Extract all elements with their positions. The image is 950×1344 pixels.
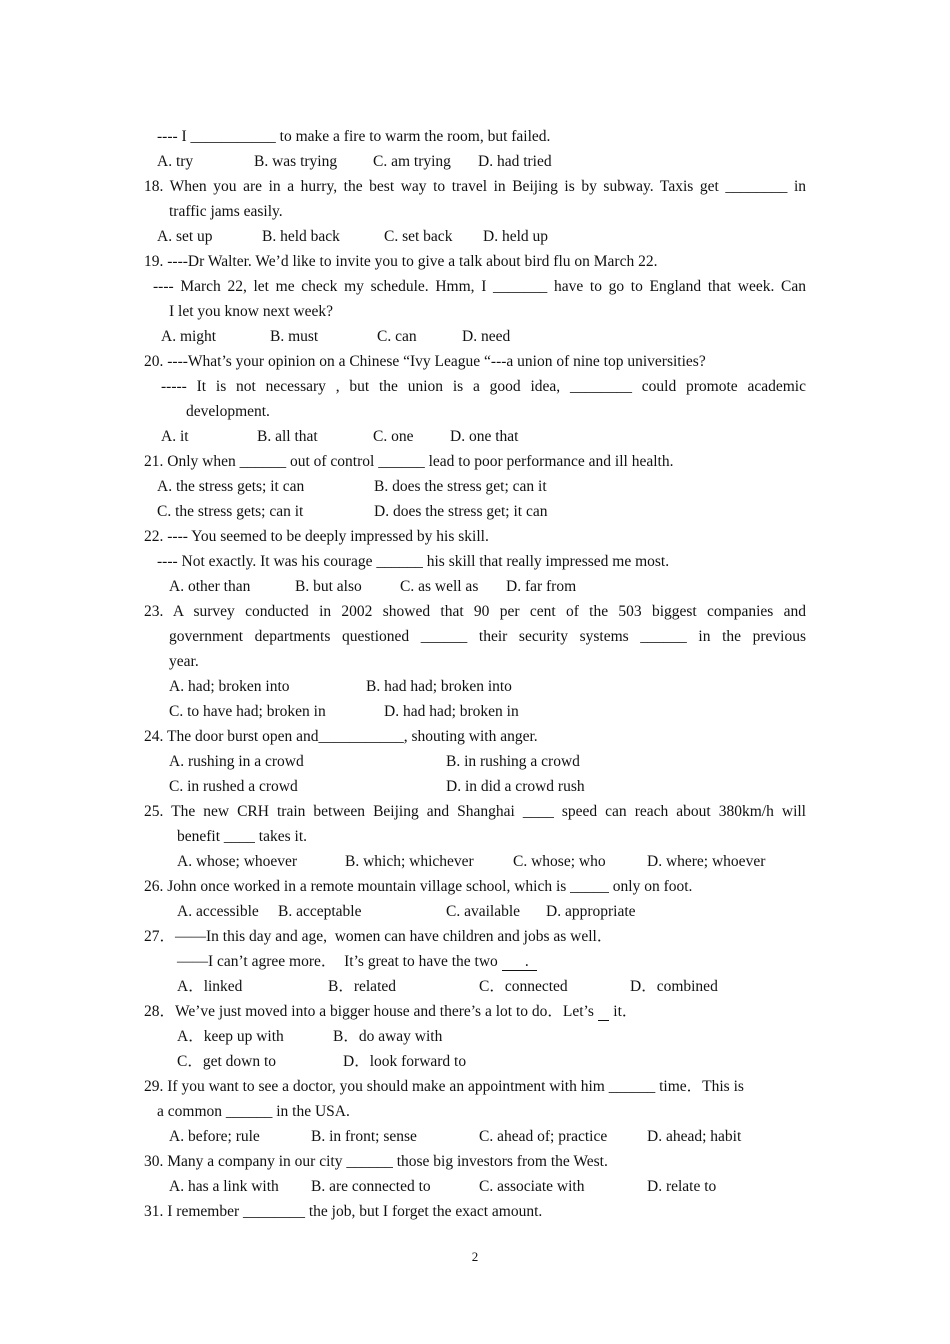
q21-option-d: D. does the stress get; it can [374, 503, 548, 520]
q27-response-text: ——I can’t agree more． It’s great to have the two [177, 953, 502, 970]
q20-option-b: B. all that [257, 428, 318, 445]
q21-option-c: C. the stress gets; can it [157, 503, 304, 520]
q18-option-c: C. set back [384, 228, 453, 245]
q26-option-b: B. acceptable [278, 903, 362, 920]
q31-stem: 31. I remember ________ the job, but I forget the exact amount. [144, 1203, 543, 1220]
q18-stem: 18. When you are in a hurry, the best way to travel in Beijing is by subway. Taxis get ________ in [144, 178, 806, 195]
q20-option-c: C. one [373, 428, 414, 445]
q20-response: ----- It is not necessary , but the union is a good idea, ________ could promote academic [161, 378, 806, 395]
q29-stem: 29. If you want to see a doctor, you should make an appointment with him ______ time．This is [144, 1078, 744, 1095]
q28-option-c: C．get down to [177, 1053, 277, 1070]
q28-option-d: D．look forward to [343, 1053, 467, 1070]
q17-option-b: B. was trying [254, 153, 338, 170]
q30-option-b: B. are connected to [311, 1178, 431, 1195]
q26-option-c: C. available [446, 903, 521, 920]
q23-stem-end: year. [169, 653, 199, 670]
q29-option-d: D. ahead; habit [647, 1128, 742, 1145]
q28-option-b: B．do away with [333, 1028, 443, 1045]
q21-stem: 21. Only when ______ out of control ______ lead to poor performance and ill health. [144, 453, 674, 470]
q22-response: ---- Not exactly. It was his courage ______ his skill that really impressed me most. [157, 553, 670, 570]
q28-stem-end: it． [609, 1003, 638, 1020]
page-number: 2 [471, 1249, 479, 1264]
q29-option-a: A. before; rule [169, 1128, 260, 1145]
q19-stem: 19. ----Dr Walter. We’d like to invite you to give a talk about bird flu on March 22. [144, 253, 658, 270]
q22-option-b: B. but also [295, 578, 362, 595]
q22-option-c: C. as well as [400, 578, 479, 595]
q19-option-c: C. can [377, 328, 417, 345]
q30-option-d: D. relate to [647, 1178, 717, 1195]
q28-option-a: A．keep up with [177, 1028, 284, 1045]
q28-stem-text: 28．We’ve just moved into a bigger house and there’s a lot to do．Let’s [144, 1003, 598, 1020]
q27-option-c: C．connected [479, 978, 568, 995]
q19-option-b: B. must [270, 328, 319, 345]
q26-stem: 26. John once worked in a remote mountain village school, which is _____ only on foot. [144, 878, 693, 895]
q17-response: ---- I ___________ to make a fire to warm the room, but failed. [157, 128, 551, 145]
q23-stem: 23. A survey conducted in 2002 showed that 90 per cent of the 503 biggest companies and [144, 603, 806, 620]
q19-option-a: A. might [161, 328, 217, 345]
q23-stem-cont: government departments questioned ______ their security systems ______ in the previous [169, 628, 806, 645]
q24-option-b: B. in rushing a crowd [446, 753, 580, 770]
q22-option-a: A. other than [169, 578, 251, 595]
q27-option-a: A．linked [177, 978, 243, 995]
q24-stem: 24. The door burst open and___________, shouting with anger. [144, 728, 538, 745]
q23-option-d: D. had had; broken in [384, 703, 519, 720]
q27-option-b: B．related [328, 978, 397, 995]
q27-option-d: D．combined [630, 978, 718, 995]
q28-stem [144, 1002, 637, 1022]
q27-answer-blank: . [501, 953, 537, 970]
q29-option-c: C. ahead of; practice [479, 1128, 608, 1145]
q18-stem-cont: traffic jams easily. [169, 203, 283, 220]
q23-option-a: A. had; broken into [169, 678, 290, 695]
q24-option-c: C. in rushed a crowd [169, 778, 298, 795]
q26-option-a: A. accessible [177, 903, 259, 920]
q25-stem: 25. The new CRH train between Beijing and Shanghai ____ speed can reach about 380km/h will [144, 803, 806, 820]
q30-stem: 30. Many a company in our city ______ those big investors from the West. [144, 1153, 608, 1170]
q26-option-d: D. appropriate [546, 903, 636, 920]
q27-stem: 27．——In this day and age, women can have children and jobs as well． [144, 928, 613, 945]
q18-option-d: D. held up [483, 228, 549, 245]
q20-response-cont: development. [186, 403, 270, 420]
q25-option-d: D. where; whoever [647, 853, 766, 870]
q17-option-c: C. am trying [373, 153, 451, 170]
q22-stem: 22. ---- You seemed to be deeply impressed by his skill. [144, 528, 489, 545]
q18-option-a: A. set up [157, 228, 213, 245]
q22-option-d: D. far from [506, 578, 577, 595]
q21-option-b: B. does the stress get; can it [374, 478, 547, 495]
q21-option-a: A. the stress gets; it can [157, 478, 305, 495]
q24-option-d: D. in did a crowd rush [446, 778, 585, 795]
q20-stem: 20. ----What’s your opinion on a Chinese “Ivy League “---a union of nine top universities? [144, 353, 706, 370]
q19-response-cont: I let you know next week? [169, 303, 333, 320]
q25-option-c: C. whose; who [513, 853, 606, 870]
q28-answer-blank [598, 1004, 610, 1021]
q29-option-b: B. in front; sense [311, 1128, 417, 1145]
q23-option-b: B. had had; broken into [366, 678, 512, 695]
q17-option-a: A. try [157, 153, 194, 170]
q27-response [177, 952, 537, 972]
q30-option-a: A. has a link with [169, 1178, 279, 1195]
q17-option-d: D. had tried [478, 153, 552, 170]
q18-option-b: B. held back [262, 228, 340, 245]
q23-option-c: C. to have had; broken in [169, 703, 326, 720]
q20-option-d: D. one that [450, 428, 519, 445]
q25-stem-cont: benefit ____ takes it. [177, 828, 307, 845]
q24-option-a: A. rushing in a crowd [169, 753, 304, 770]
q29-stem-cont: a common ______ in the USA. [157, 1103, 350, 1120]
q30-option-c: C. associate with [479, 1178, 585, 1195]
q25-option-a: A. whose; whoever [177, 853, 298, 870]
q20-option-a: A. it [161, 428, 189, 445]
q19-option-d: D. need [462, 328, 511, 345]
q25-option-b: B. which; whichever [345, 853, 474, 870]
q19-response: ---- March 22, let me check my schedule. Hmm, I _______ have to go to England that week. Can [153, 278, 806, 295]
